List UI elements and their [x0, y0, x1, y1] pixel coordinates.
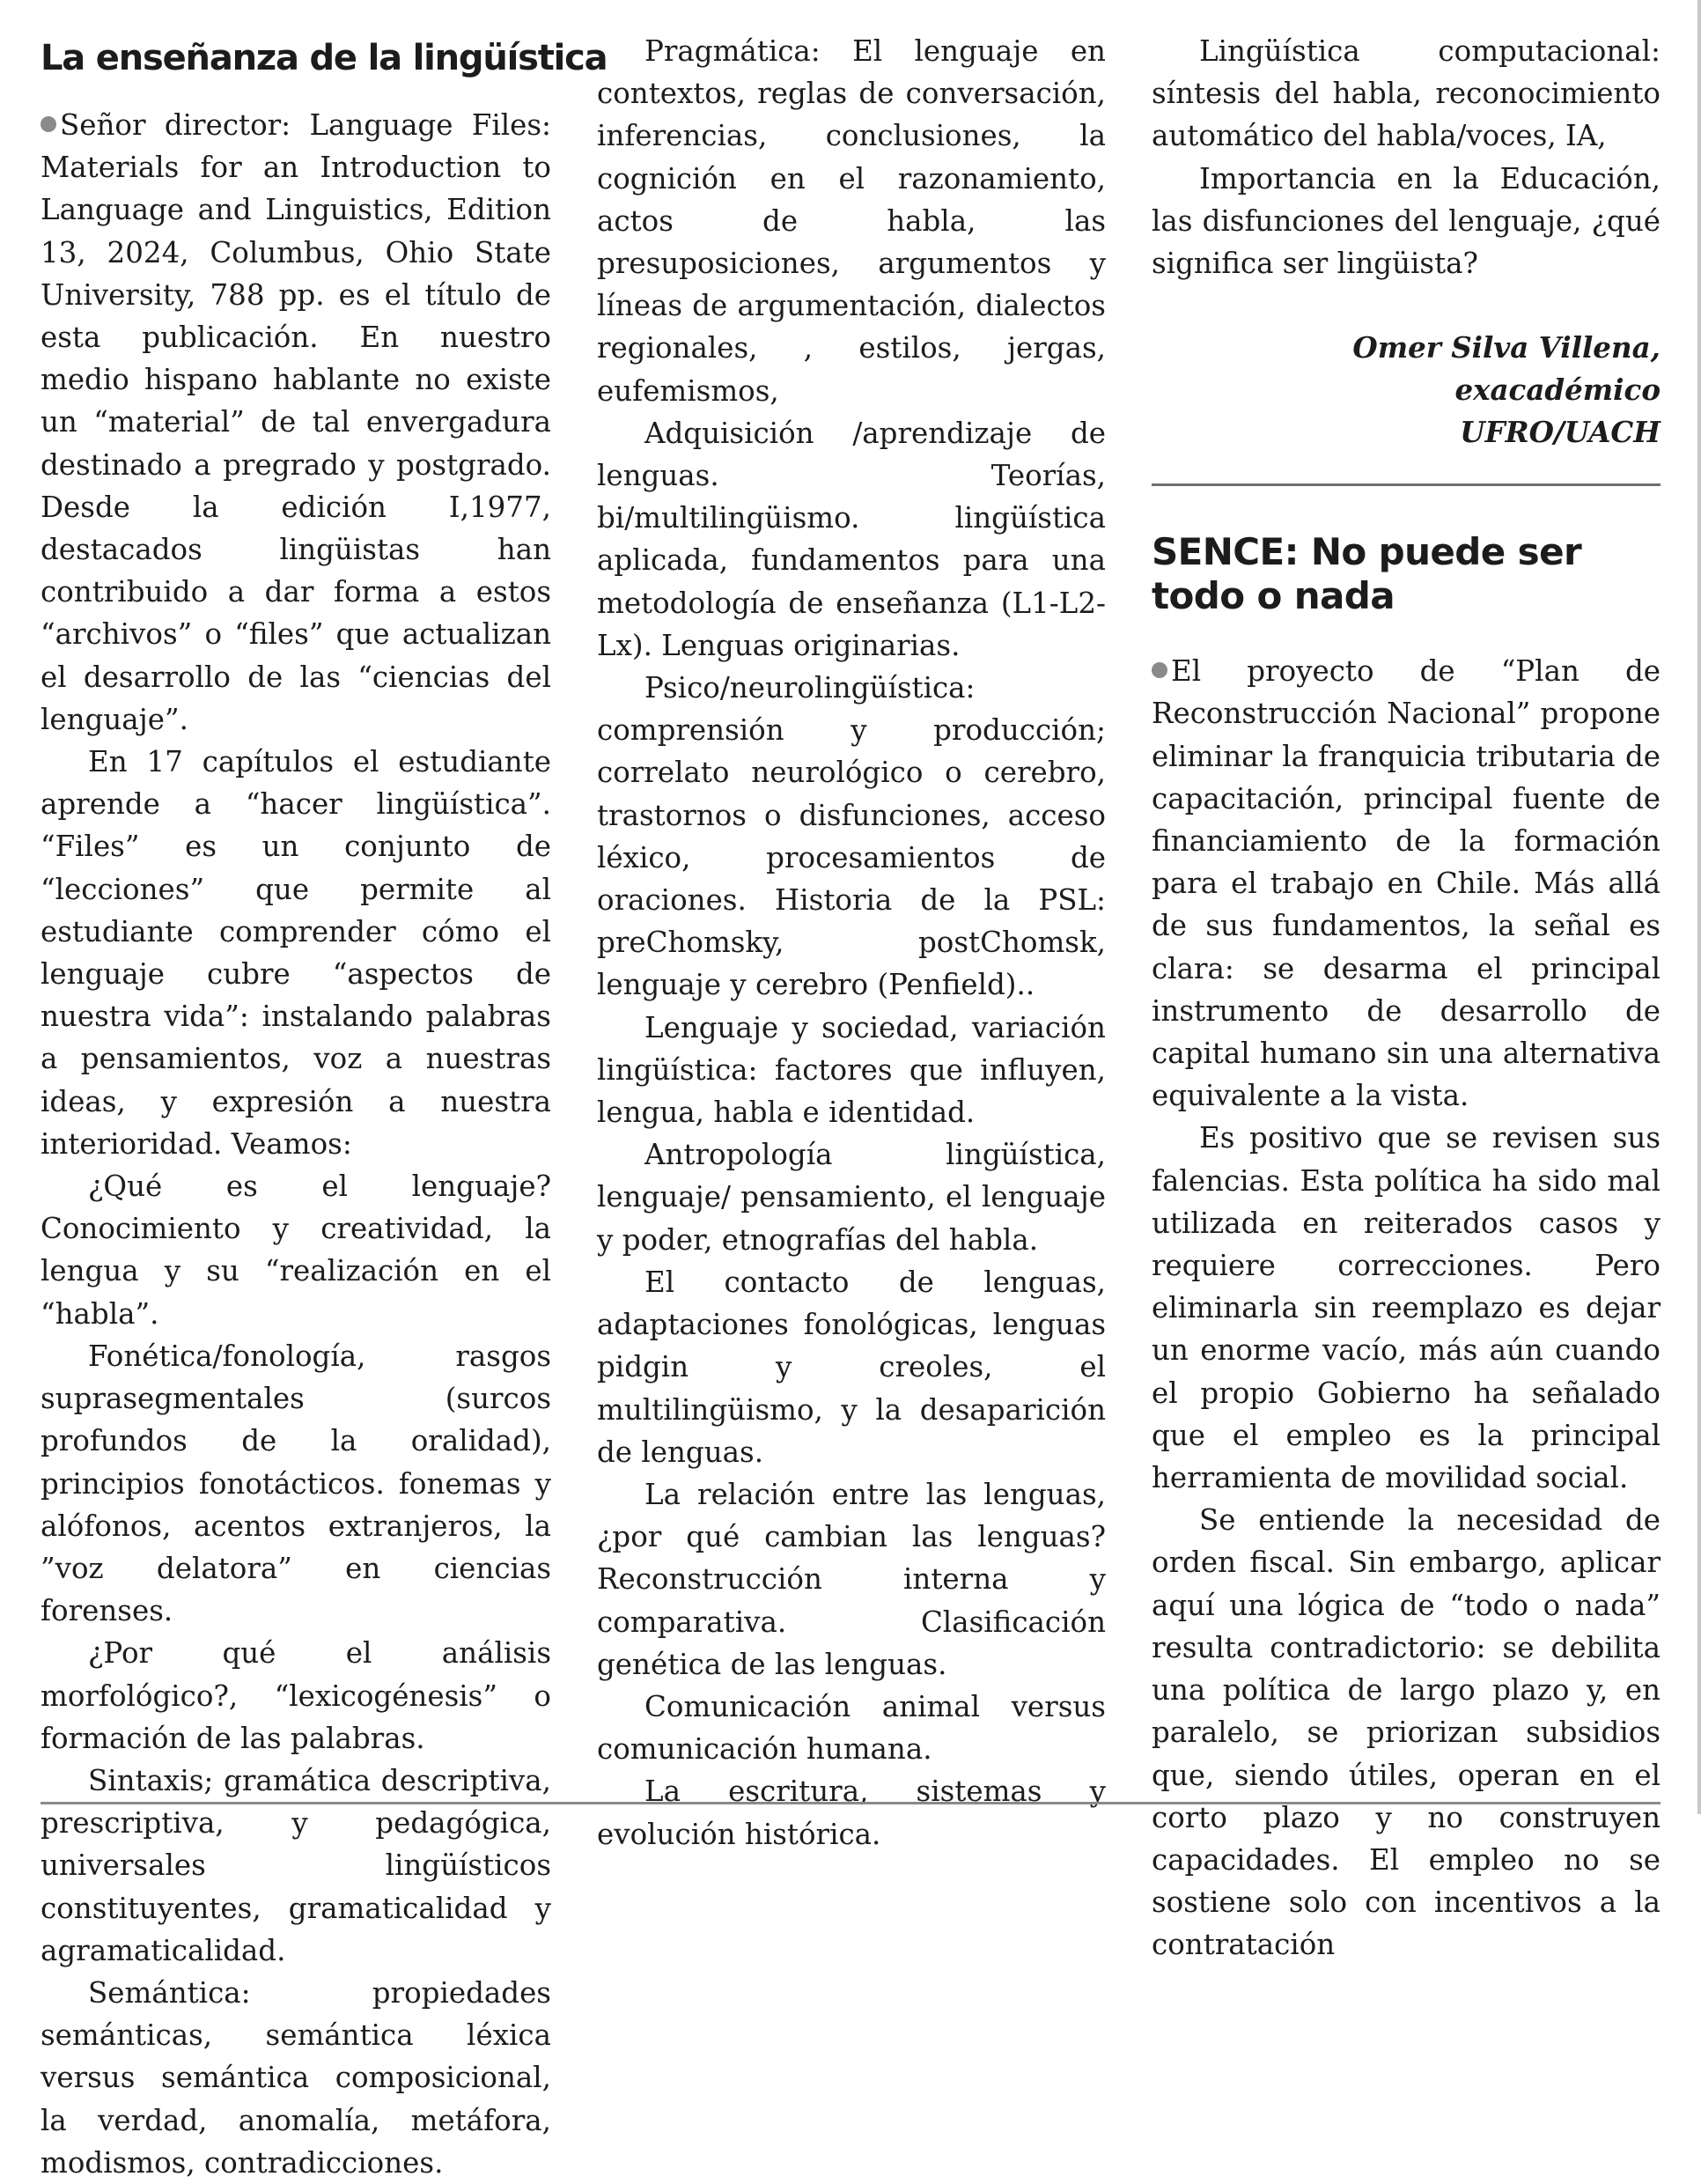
article-1-paragraph: En 17 capítulos el estudiante aprende a “hacer lingüística”. “Files” es un conjunto de “lecciones” que permite al estudiante comprender cómo el lenguaje cubre “aspectos de nuestra vida”: instalando palabras a pensamientos, voz a nuestras ideas, y expresión a nuestra interioridad. Veamos:	[40, 745, 551, 1161]
signature-name: Omer Silva Villena, exacadémico	[1352, 330, 1660, 408]
article-2-paragraph: El proyecto de “Plan de Reconstrucción Nacional” propone eliminar la franquicia tributaria de capacitación, principal fuente de financiamiento de la formación para el trabajo en Chile. Más allá de sus fundamentos, la señal es clara: se desarma el principal instrumento de desarrollo de capital humano sin una alternativa equivalente a la vista.	[1152, 654, 1660, 1113]
article-divider	[1152, 483, 1660, 486]
article-1-signature	[1152, 327, 1660, 454]
article-1-paragraph: La escritura, sistemas y evolución histórica.	[597, 1774, 1106, 1851]
signature-affiliation: UFRO/UACH	[1460, 415, 1660, 450]
page-edge	[1697, 0, 1701, 1814]
article-1-headline: La enseñanza de la lingüística	[40, 38, 608, 78]
article-1-paragraph: La relación entre las lenguas, ¿por qué cambian las lenguas? Reconstrucción interna y comparativa. Clasificación genética de las lenguas.	[597, 1477, 1106, 1681]
article-1-paragraph: Comunicación animal versus comunicación humana.	[597, 1689, 1106, 1767]
article-1-paragraph: ¿Por qué el análisis morfológico?, “lexicogénesis” o formación de las palabras.	[40, 1636, 551, 1755]
article-1-paragraph: Semántica: propiedades semánticas, semántica léxica versus semántica composicional, la verdad, anomalía, metáfora, modismos, contradicciones.	[40, 1975, 551, 2180]
article-1-paragraph: ¿Qué es el lenguaje? Conocimiento y creatividad, la lengua y su “realización en el “habla”.	[40, 1169, 551, 1331]
article-1-paragraph: Pragmática: El lenguaje en contextos, reglas de conversación, inferencias, conclusiones, la cognición en el razonamiento, actos de habla, las presuposiciones, argumentos y líneas de argumentación, dialectos regionales, , estilos, jergas, eufemismos,	[597, 34, 1106, 408]
article-2-headline: SENCE: No puede ser todo o nada	[1152, 530, 1582, 618]
article-1-paragraph: Psico/neurolingüística: comprensión y producción; correlato neurológico o cerebro, trastornos o disfunciones, acceso léxico, procesamientos de oraciones. Historia de la PSL: preChomsky, postChomsk, lenguaje y cerebro (Penfield)..	[597, 671, 1106, 1002]
article-1-paragraph: Lingüística computacional: síntesis del habla, reconocimiento automático del habla/voces, IA,	[1152, 34, 1660, 153]
column-3	[1152, 30, 1660, 1966]
article-1-paragraph: El contacto de lenguas, adaptaciones fonológicas, lenguas pidgin y creoles, el multilingüismo, y la desaparición de lenguas.	[597, 1265, 1106, 1469]
column-1	[40, 30, 608, 2184]
article-1-paragraph: Adquisición /aprendizaje de lenguas. Teorías, bi/multilingüismo. lingüística aplicada, fundamentos para una metodología de enseñanza (L1-L2-Lx). Lenguas originarias.	[597, 416, 1106, 662]
bullet-icon	[40, 116, 56, 132]
article-1-paragraph: Sintaxis; gramática descriptiva, prescriptiva, y pedagógica, universales lingüísticos constituyentes, gramaticalidad y agramaticalidad.	[40, 1763, 551, 1967]
article-1-paragraph: Antropología lingüística, lenguaje/ pensamiento, el lenguaje y poder, etnografías del habla.	[597, 1138, 1106, 1257]
bottom-rule	[40, 1802, 1660, 1804]
article-1-paragraph: Señor director: Language Files: Materials for an Introduction to Language and Linguistics, Edition 13, 2024, Columbus, Ohio State University, 788 pp. es el título de esta publicación. En nuestro medio hispano hablante no existe un “material” de tal envergadura destinado a pregrado y postgrado. Desde la edición I,1977, destacados lingüistas han contribuido a dar forma a estos “archivos” o “files” que actualizan el desarrollo de las “ciencias del lenguaje”.	[40, 108, 551, 736]
bullet-icon	[1152, 662, 1167, 678]
article-1-paragraph: Importancia en la Educación, las disfunciones del lenguaje, ¿qué significa ser lingüista?	[1152, 161, 1660, 281]
article-1-paragraph: Fonética/fonología, rasgos suprasegmentales (surcos profundos de la oralidad), principios fonotácticos. fonemas y alófonos, acentos extranjeros, la ”voz delatora” en ciencias forenses.	[40, 1339, 551, 1628]
column-2	[597, 30, 1106, 1856]
article-2-paragraph: Es positivo que se revisen sus falencias. Esta política ha sido mal utilizada en reiterados casos y requiere correcciones. Pero eliminarla sin reemplazo es dejar un enorme vacío, más aún cuando el propio Gobierno ha señalado que el empleo es la principal herramienta de movilidad social.	[1152, 1121, 1660, 1495]
article-1-paragraph: Lenguaje y sociedad, variación lingüística: factores que influyen, lengua, habla e identidad.	[597, 1010, 1106, 1130]
article-2-paragraph: Se entiende la necesidad de orden fiscal. Sin embargo, aplicar aquí una lógica de “todo o nada” resulta contradictorio: se debilita una política de largo plazo y, en paralelo, se priorizan subsidios que, siendo útiles, operan en el corto plazo y no construyen capacidades. El empleo no se sostiene solo con incentivos a la contratación	[1152, 1503, 1660, 1962]
